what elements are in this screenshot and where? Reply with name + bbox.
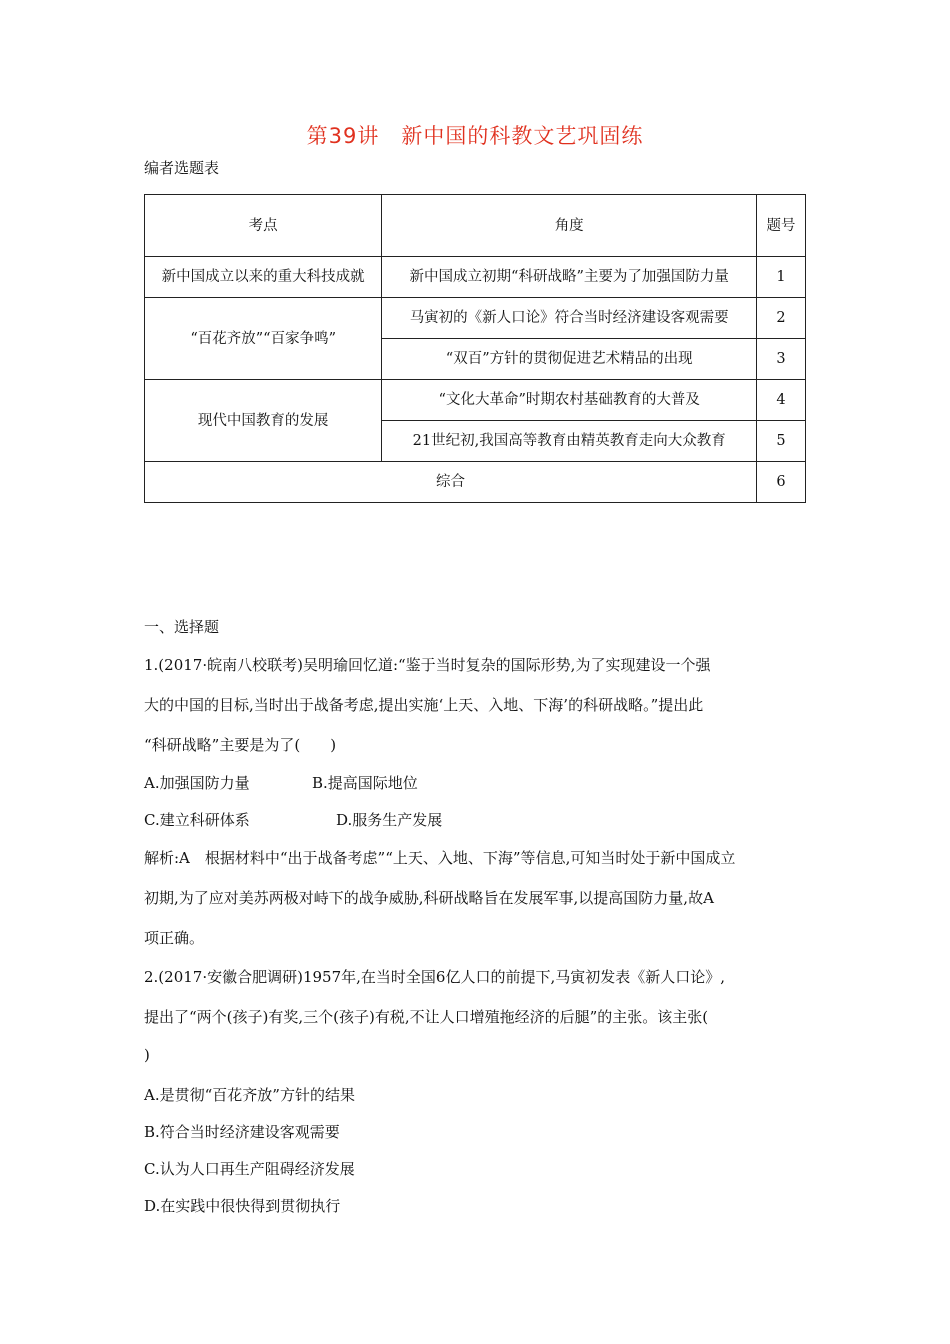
cell-summary-number: 6 (757, 462, 806, 503)
q2-stem-line: 2.(2017·安徽合肥调研)1957年,在当时全国6亿人口的前提下,马寅初发表《新人口论》, (144, 968, 725, 986)
section-heading: 一、选择题 (144, 618, 220, 636)
q2-option-c: C.认为人口再生产阻碍经济发展 (144, 1160, 355, 1178)
cell-number: 2 (757, 298, 806, 339)
table-header-row (145, 195, 806, 257)
header-angle: 角度 (382, 195, 757, 257)
cell-number: 5 (757, 421, 806, 462)
q1-analysis-line: 初期,为了应对美苏两极对峙下的战争威胁,科研战略旨在发展军事,以提高国防力量,故A (144, 889, 714, 907)
cell-number: 1 (757, 257, 806, 298)
cell-point: 新中国成立以来的重大科技成就 (145, 257, 382, 298)
header-number: 题号 (757, 195, 806, 257)
table-summary-row (145, 462, 806, 503)
cell-angle: 新中国成立初期“科研战略”主要为了加强国防力量 (382, 257, 757, 298)
q1-option-b: B.提高国际地位 (312, 774, 418, 792)
q1-stem-line: 大的中国的目标,当时出于战备考虑,提出实施‘上天、入地、下海’的科研战略。”提出此 (144, 696, 704, 714)
q1-option-a: A.加强国防力量 (144, 774, 250, 792)
table-row (145, 380, 806, 421)
q1-analysis-line: 解析:A 根据材料中“出于战备考虑”“上天、入地、下海”等信息,可知当时处于新中国成立 (144, 849, 736, 867)
cell-point: “百花齐放”“百家争鸣” (145, 298, 382, 380)
q2-stem-line: ) (144, 1046, 150, 1064)
q2-option-b: B.符合当时经济建设客观需要 (144, 1123, 340, 1141)
cell-point: 现代中国教育的发展 (145, 380, 382, 462)
table-row (145, 298, 806, 339)
cell-angle: 马寅初的《新人口论》符合当时经济建设客观需要 (382, 298, 757, 339)
cell-angle: 21世纪初,我国高等教育由精英教育走向大众教育 (382, 421, 757, 462)
q1-stem-line: “科研战略”主要是为了( ) (144, 736, 337, 754)
header-point: 考点 (145, 195, 382, 257)
page-title: 第39讲 新中国的科教文艺巩固练 (306, 124, 644, 148)
q2-option-a: A.是贯彻“百花齐放”方针的结果 (144, 1086, 355, 1104)
q1-analysis-line: 项正确。 (144, 929, 205, 947)
q2-option-d: D.在实践中很快得到贯彻执行 (144, 1197, 341, 1215)
q1-stem-line: 1.(2017·皖南八校联考)吴明瑜回忆道:“鉴于当时复杂的国际形势,为了实现建设一个强 (144, 656, 711, 674)
cell-angle: “文化大革命”时期农村基础教育的大普及 (382, 380, 757, 421)
cell-number: 3 (757, 339, 806, 380)
cell-number: 4 (757, 380, 806, 421)
q2-stem-line: 提出了“两个(孩子)有奖,三个(孩子)有税,不让人口增殖拖经济的后腿”的主张。该主张( (144, 1008, 709, 1026)
table-caption: 编者选题表 (144, 159, 220, 177)
q1-option-d: D.服务生产发展 (336, 811, 443, 829)
selection-table (144, 194, 806, 503)
q1-option-c: C.建立科研体系 (144, 811, 250, 829)
table-row (145, 257, 806, 298)
cell-summary-label: 综合 (145, 462, 757, 503)
cell-angle: “双百”方针的贯彻促进艺术精品的出现 (382, 339, 757, 380)
